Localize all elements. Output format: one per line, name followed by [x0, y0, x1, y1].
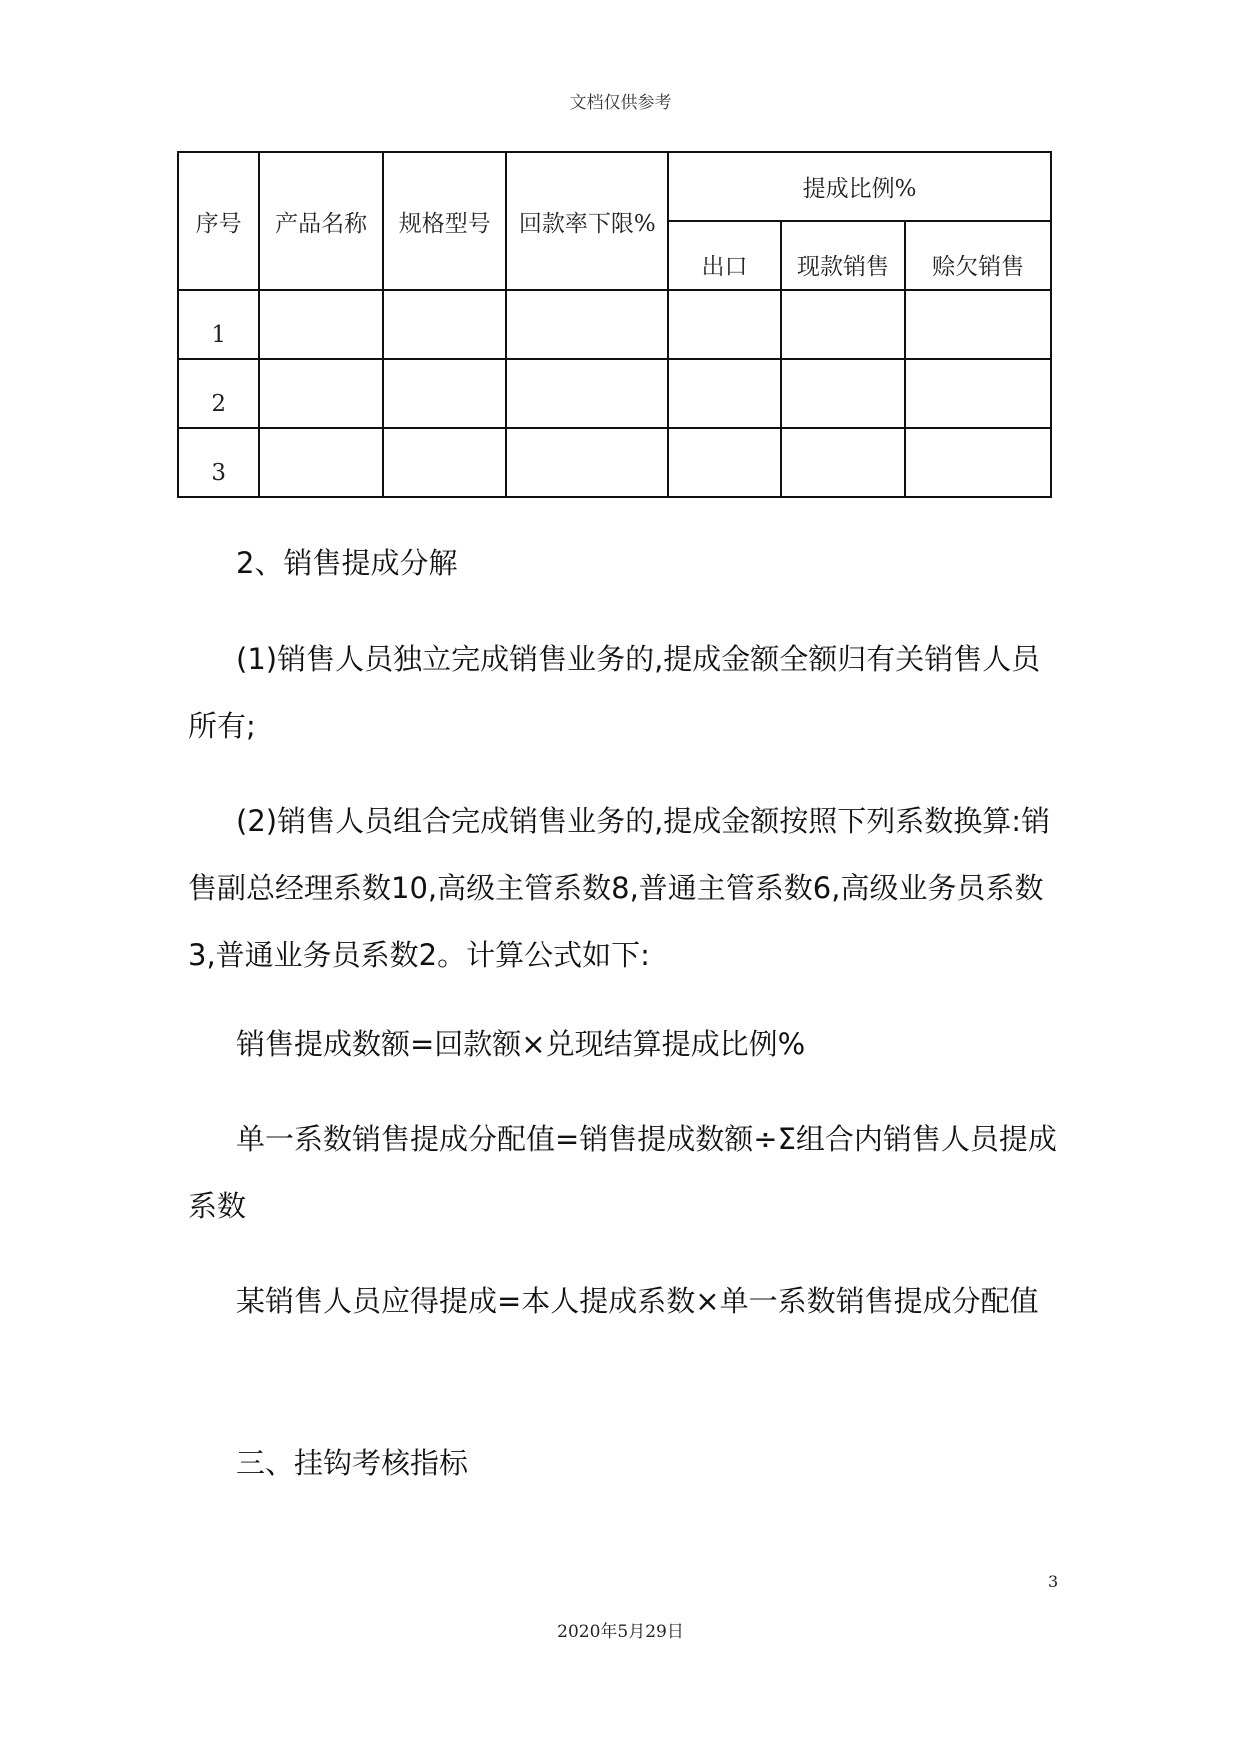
header-seq: 序号 [178, 152, 259, 290]
table-cell [506, 359, 668, 428]
table-cell [668, 359, 781, 428]
table-cell [905, 290, 1051, 359]
table-row [178, 290, 1051, 359]
commission-table [177, 151, 1052, 498]
table-cell [259, 428, 383, 497]
header-spec-model: 规格型号 [383, 152, 507, 290]
formula-2: 单一系数销售提成分配值=销售提成数额÷Σ组合内销售人员提成系数 [188, 1122, 1057, 1223]
table-cell [905, 428, 1051, 497]
header-min-collection-rate: 回款率下限% [506, 152, 668, 290]
page-header: 文档仅供参考 [569, 93, 672, 113]
table-header-row [178, 152, 1051, 221]
section-3-heading: 三、挂钩考核指标 [236, 1446, 469, 1480]
row-seq: 3 [178, 428, 259, 497]
table-cell [668, 290, 781, 359]
table-cell [781, 428, 906, 497]
footer-date: 2020年5月29日 [557, 1622, 684, 1642]
row-seq: 2 [178, 359, 259, 428]
header-product-name: 产品名称 [259, 152, 383, 290]
table-cell [259, 359, 383, 428]
table-cell [781, 359, 906, 428]
row-seq: 1 [178, 290, 259, 359]
page-number: 3 [1048, 1572, 1059, 1591]
table-row [178, 428, 1051, 497]
table-cell [383, 428, 507, 497]
table-cell [781, 290, 906, 359]
header-commission-ratio: 提成比例% [668, 152, 1051, 221]
table-row [178, 359, 1051, 428]
table-cell [383, 290, 507, 359]
table-cell [668, 428, 781, 497]
paragraph-item-1: (1)销售人员独立完成销售业务的,提成金额全额归有关销售人员所有; [188, 642, 1041, 743]
table-cell [506, 428, 668, 497]
table-cell [259, 290, 383, 359]
header-cash-sales: 现款销售 [781, 221, 906, 290]
paragraph-item-2: (2)销售人员组合完成销售业务的,提成金额按照下列系数换算:销售副总经理系数10,高级主管系数8,普通主管系数6,高级业务员系数3,普通业务员系数2。计算公式如下: [188, 804, 1051, 972]
table-cell [905, 359, 1051, 428]
formula-1: 销售提成数额=回款额×兑现结算提成比例% [236, 1027, 806, 1061]
table-cell [506, 290, 668, 359]
header-credit-sales: 赊欠销售 [905, 221, 1051, 290]
formula-3: 某销售人员应得提成=本人提成系数×单一系数销售提成分配值 [236, 1284, 1039, 1318]
table-cell [383, 359, 507, 428]
header-export: 出口 [668, 221, 781, 290]
section-2-heading: 2、销售提成分解 [236, 546, 458, 580]
